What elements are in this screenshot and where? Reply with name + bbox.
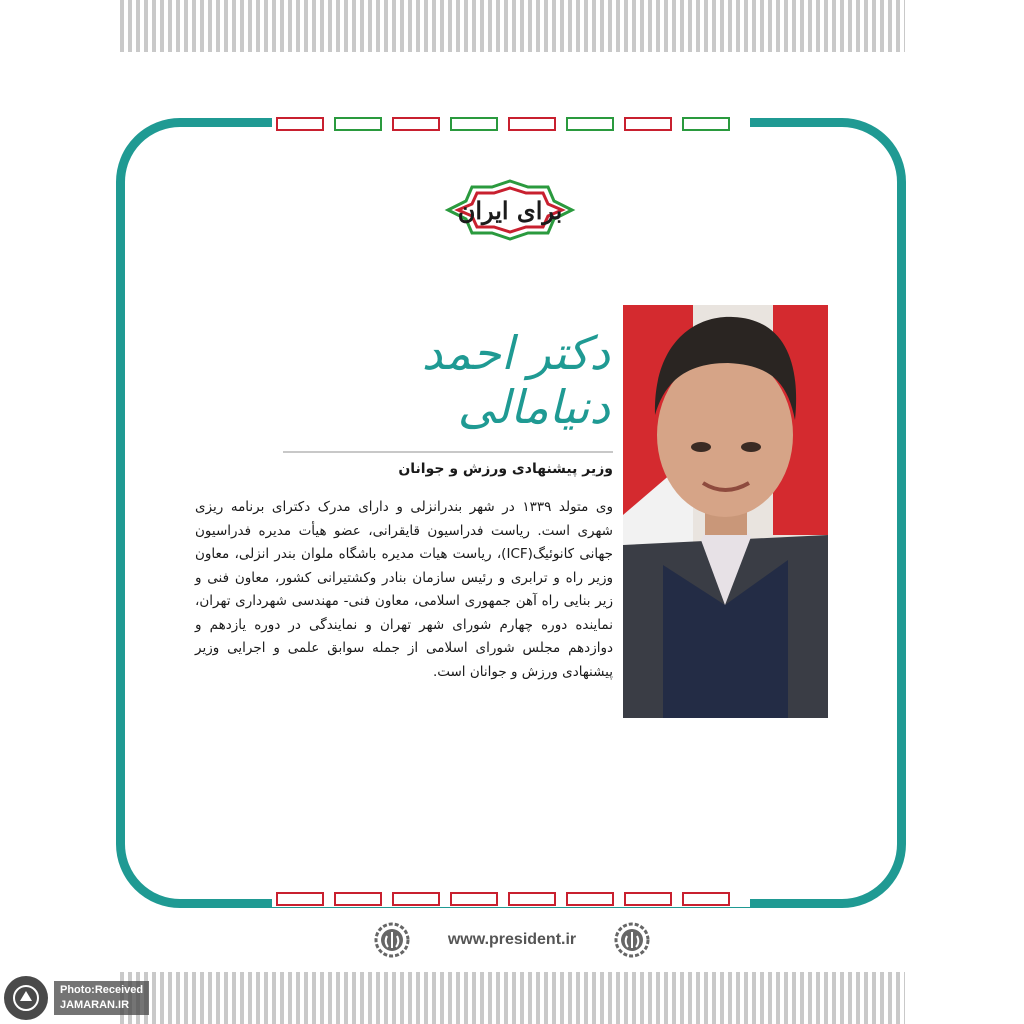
name-calligraphy <box>300 320 610 440</box>
iran-emblem-icon <box>374 922 410 958</box>
bara-iran-logo <box>444 179 576 241</box>
divider-line <box>283 451 613 453</box>
biography-text: وی متولد ۱۳۳۹ در شهر بندرانزلی و دارای مدرک دکترای برنامه ریزی شهری است. ریاست فدراسیون قایقرانی، عضو هیأت مدیره فدراسیون جهانی کانوئیگ(ICF)، ریاست هیات مدیره باشگاه ملوان بندر انزلی، معاون وزیر راه و ترابری و رئیس سازمان بنادر وکشتیرانی کشور، معاون فنی و زیر بنایی راه آهن جمهوری اسلامی، معاون فنی- مهندسی شهرداری تهران، نماینده دوره چهارم شورای شهر تهران و نمایندگی در دوره یازدهم و دوازدهم مجلس شورای اسلامی از جمله سوابق علمی و اجرایی وزیر پیشنهادی ورزش و جوانان است. <box>195 499 614 680</box>
role-title: وزیر پیشنهادی ورزش و جوانان <box>398 461 613 477</box>
bottom-tulip-band <box>272 891 750 907</box>
website-link[interactable]: www.president.ir <box>447 931 577 948</box>
footer-row <box>374 922 650 958</box>
top-stripes-decoration <box>120 0 905 52</box>
bottom-stripes-decoration <box>120 972 905 1024</box>
watermark-line1: Photo:Received <box>60 984 144 996</box>
watermark-line2: JAMARAN.IR <box>60 999 130 1011</box>
jamaran-logo-icon <box>4 976 48 1020</box>
logo-text: برای ایران <box>457 195 563 225</box>
candidate-name: دکتر احمد دنیامالی <box>421 326 610 434</box>
portrait-photo <box>623 305 828 718</box>
watermark-text <box>54 981 149 1015</box>
iran-emblem-icon <box>614 922 650 958</box>
jamaran-watermark <box>4 976 154 1020</box>
top-tulip-band <box>272 116 750 132</box>
